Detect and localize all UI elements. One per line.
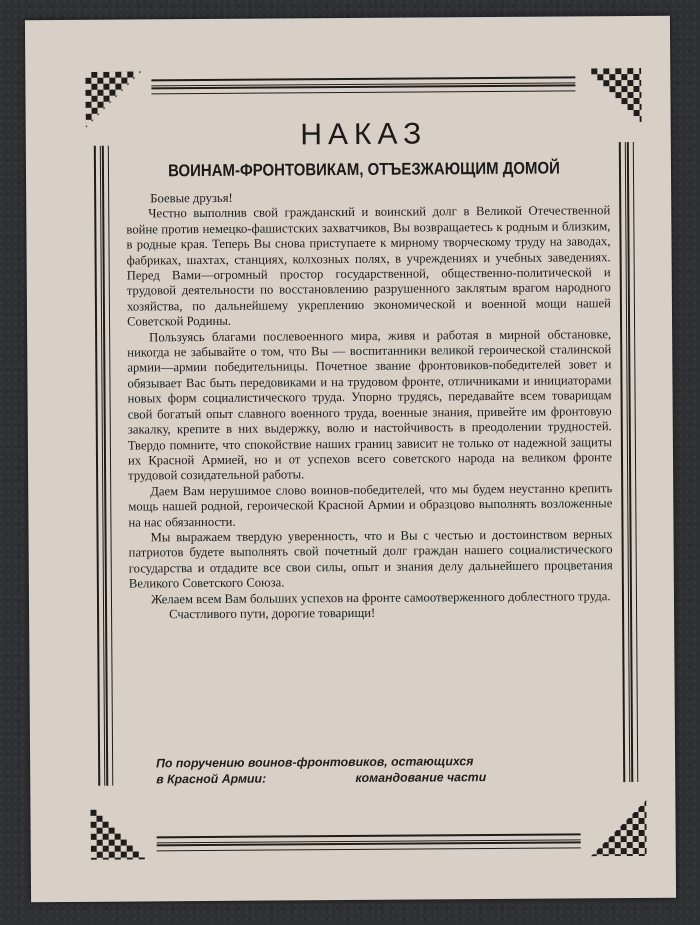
ornamental-frame <box>93 76 638 852</box>
paragraph-3: Даем Вам нерушимое слово воинов-победителей, что мы будем неустанно крепить мощь нашей родной, героической Красной Армии и образцово выполнять возложенные на нас обязанности. <box>128 480 613 530</box>
salutation: Боевые друзья! <box>150 190 233 206</box>
paragraph-4: Мы выражаем твердую уверенность, что и Вы с честью и достоинством верных патриотов будете выполнять свой почетный долг граждан нашего социалистического государства и отдадите все свои силы, опыт и знания делу дальнейшего процветания Великого Советского Союза. <box>128 527 613 591</box>
document-subtitle: ВОИНАМ-ФРОНТОВИКАМ, ОТЪЕЗЖАЮЩИМ ДОМОЙ <box>168 158 560 181</box>
document-title: НАКАЗ <box>300 117 428 152</box>
signature-line-1: По поручению воинов-фронтовиков, остающихся <box>156 754 474 771</box>
signature-block <box>156 752 604 787</box>
corner-ornament-bottom-left <box>90 803 146 859</box>
corner-ornament-bottom-right <box>590 800 646 856</box>
signature-line-2-right: командование части <box>355 770 487 785</box>
document-body <box>126 188 613 623</box>
farewell: Счастливого пути, дорогие товарищи! <box>169 605 376 622</box>
signature-line-2-left: в Красной Армии: <box>156 771 267 787</box>
signature-line-2 <box>156 769 486 787</box>
paragraph-1: Честно выполнив свой гражданский и воинский долг в Великой Отечественной войне против немецко-фашистских захватчиков, Вы возвращаетесь к родным и близким, в родные края. Теперь Вы снова приступаете к мирному творческому труду на заводах, фабриках, шахтах, станциях, колхозных полях, в учреждениях и учебных заведениях. Перед Вами—огромный простор государственной, общественно-политической и трудовой деятельности по восстановлению разрушенного заклятым врагом народного хозяйства, по дальнейшему укреплению экономической и военной мощи нашей Советской Родины. <box>126 203 611 329</box>
paragraph-2: Пользуясь благами послевоенного мира, живя и работая в мирной обстановке, никогда не забывайте о том, что Вы — воспитанники великой героической сталинской армии—армии победительницы. Почетное звание фронтовиков-победителей зовет и обязывает Вас быть передовиками и на трудовом фронте, отличниками и инициаторами новых форм социалистического труда. Упорно трудясь, передавайте всем товарищам свой богатый опыт славного военного труда, военные знания, привейте им фронтовую закалку, крепите в них выдержку, волю и настойчивость в преодолении трудностей. Твердо помните, что спокойствие наших границ зависит не только от надежной защиты их Красной Армией, но и от успехов всего советского народа на великом фронте трудовой созидательной работы. <box>127 326 613 483</box>
paragraph-5: Желаем всем Вам больших успехов на фронте самоотверженного доблестного труда. <box>150 588 611 606</box>
leaflet-sheet <box>25 16 676 902</box>
